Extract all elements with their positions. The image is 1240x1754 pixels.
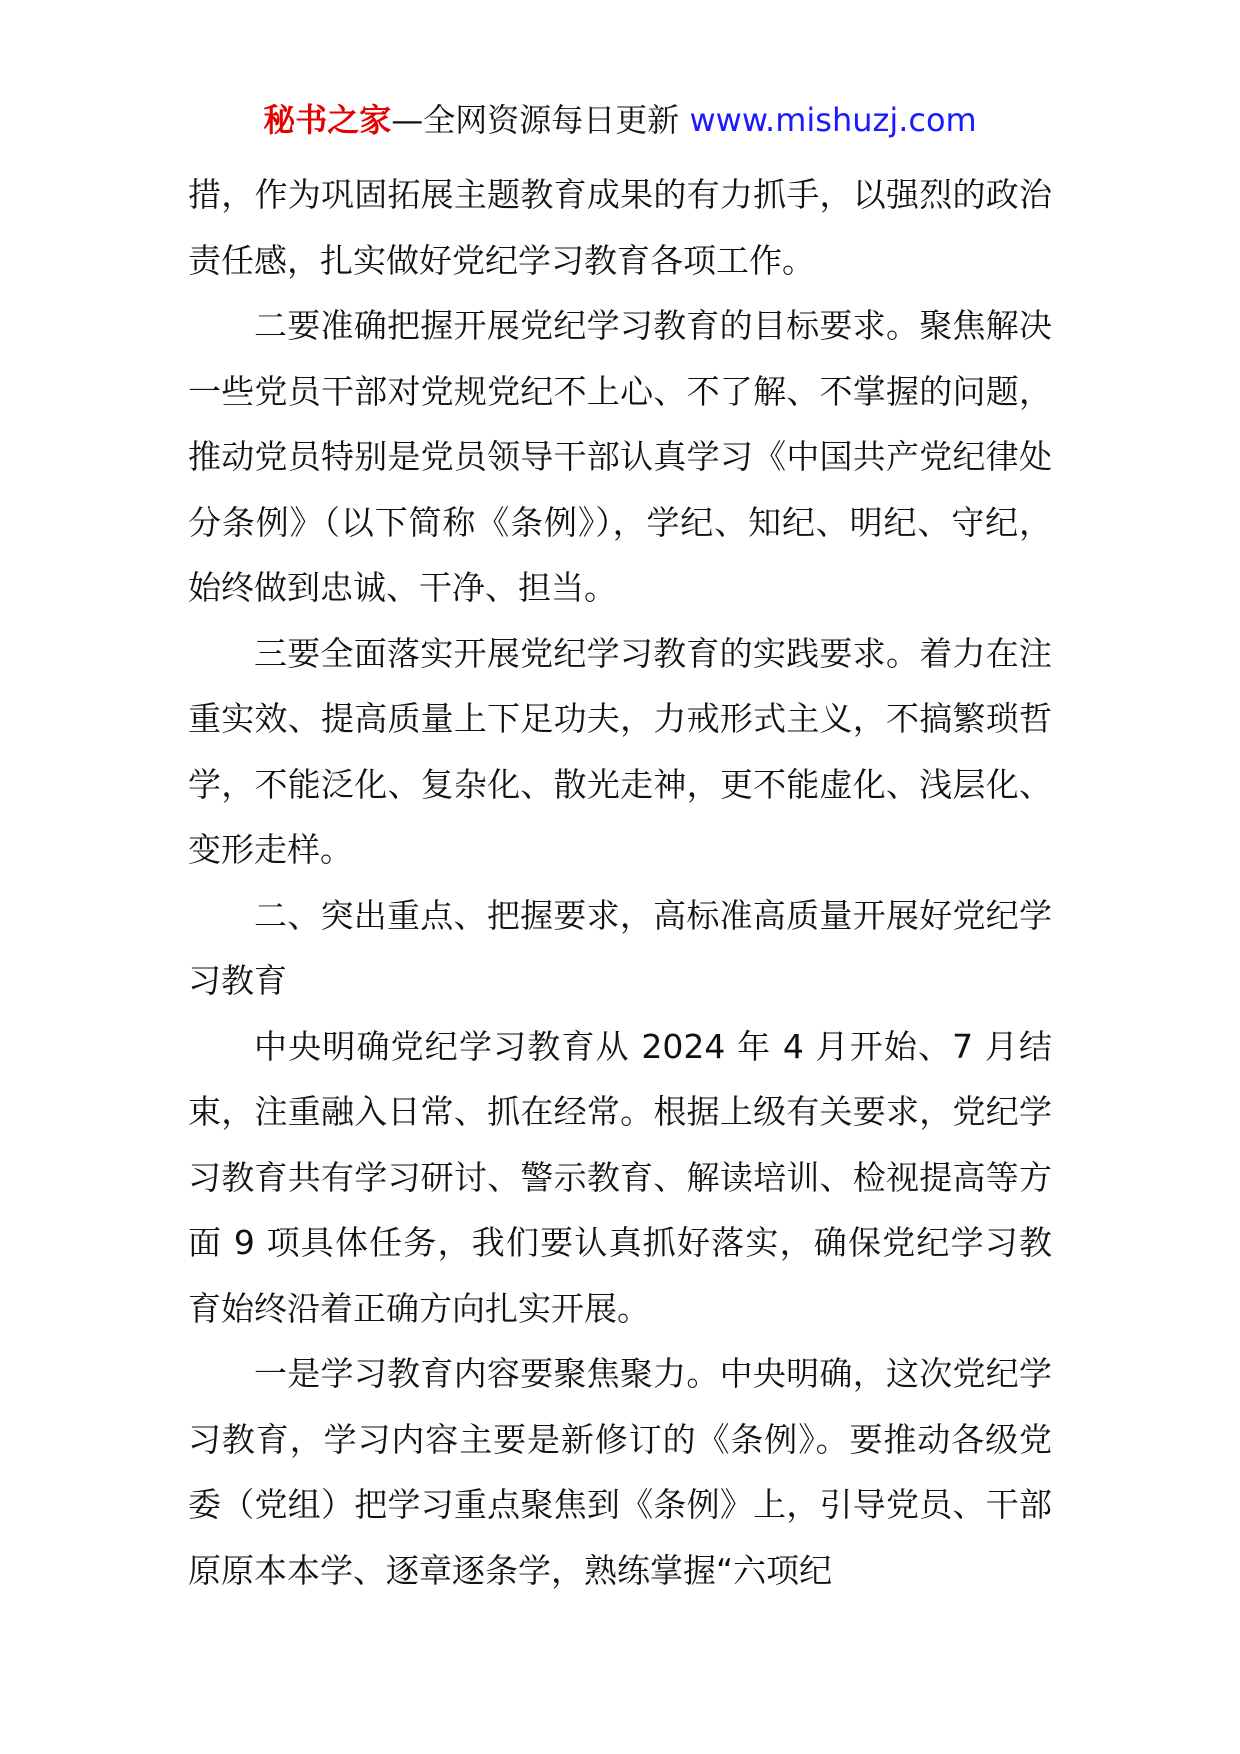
site-url-link[interactable]: www.mishuzj.com	[689, 101, 977, 139]
section-heading: 二、突出重点、把握要求，高标准高质量开展好党纪学习教育	[188, 895, 1052, 1000]
paragraph: 一是学习教育内容要聚焦聚力。中央明确，这次党纪学习教育，学习内容主要是新修订的《条例》。要推动各级党委（党组）把学习重点聚焦到《条例》上，引导党员、干部原原本本学、逐章逐条学，熟练掌握“六项纪	[188, 1354, 1052, 1590]
site-slogan: —全网资源每日更新	[391, 101, 680, 139]
document-body	[188, 162, 1052, 1603]
paragraph: 中央明确党纪学习教育从 2024 年 4 月开始、7 月结束，注重融入日常、抓在经常。根据上级有关要求，党纪学习教育共有学习研讨、警示教育、解读培训、检视提高等方面 9 项具体任务，我们要认真抓好落实，确保党纪学习教育始终沿着正确方向扎实开展。	[188, 1026, 1052, 1328]
paragraph: 二要准确把握开展党纪学习教育的目标要求。聚焦解决一些党员干部对党规党纪不上心、不了解、不掌握的问题，推动党员特别是党员领导干部认真学习《中国共产党纪律处分条例》（以下简称《条例》），学纪、知纪、明纪、守纪，始终做到忠诚、干净、担当。	[188, 306, 1052, 607]
paragraph: 三要全面落实开展党纪学习教育的实践要求。着力在注重实效、提高质量上下足功夫，力戒形式主义，不搞繁琐哲学，不能泛化、复杂化、散光走神，更不能虚化、浅层化、变形走样。	[188, 633, 1052, 869]
brand-name: 秘书之家	[263, 101, 392, 139]
site-header	[0, 98, 1240, 142]
paragraph: 措，作为巩固拓展主题教育成果的有力抓手，以强烈的政治责任感，扎实做好党纪学习教育各项工作。	[188, 175, 1052, 280]
